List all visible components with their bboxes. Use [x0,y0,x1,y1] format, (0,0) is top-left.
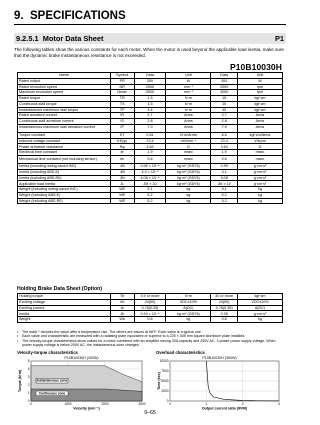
table-cell: IR [110,113,134,119]
table-cell: 2000 [211,84,238,90]
table-cell: Nmax [110,90,134,96]
y-tick-label: 7500 [161,369,169,374]
table-cell: Exciting current [18,305,111,311]
table-row [18,124,283,132]
table-cell: 2000 [134,84,166,90]
section-tag: P1 [274,34,284,43]
table-cell: 0.6 [211,155,238,163]
table-cell: kgf·cm/Arms [237,132,282,138]
table-cell: A(DC) [237,305,282,311]
x-tick-label: 1000 [64,402,72,406]
table-cell: VDC±10% [237,299,282,305]
table-cell: TR [110,96,134,102]
table-cell: 0.99 × 10⁻⁴ [134,164,166,170]
table-cell: kg·m² (GD²/4) [166,169,211,175]
zone-label: Continuous zone [38,391,66,396]
table-cell: IP [110,124,134,132]
table-cell: Exciting voltage [18,299,111,305]
x-tick-label: 0 [30,402,32,406]
table-cell: KT [110,132,134,138]
table-cell: W [166,78,211,84]
y-tick-label: 0 [166,399,169,404]
chart-title: Velocity-torque characteristics [17,350,78,355]
table-cell: 4.1 [211,169,238,175]
table-cell: WE [110,192,134,198]
table-cell: 7.9 [134,124,166,132]
table-cell: tm [110,155,134,163]
table-cell: 0.99 [211,164,238,170]
table-cell: N·m [166,107,211,113]
table-cell: Rated output [18,78,111,84]
table-cell: 1.5 [134,96,166,102]
x-tick-label: 3000 [138,402,146,406]
table-cell: PR [110,78,134,84]
y-tick-label: 5000 [161,379,169,384]
table-cell: msec [237,155,282,163]
column-header: Unit [237,73,282,79]
chart-title: Overload characteristics [156,350,205,355]
table-cell: Arms [237,124,282,132]
model-code: P10B10030H [229,62,282,72]
table-cell: te [110,150,134,156]
table-cell: Arms [166,124,211,132]
table-cell: 0.9 or more [134,294,166,300]
table-cell: A(DC) [166,305,211,311]
overload-plot [156,351,283,411]
section-title: Motor Data Sheet [42,34,104,43]
chart-subtitle: P10B10030H (300W) [64,355,99,360]
table-cell: kg [237,198,282,204]
table-cell: min⁻¹ [166,84,211,90]
table-cell: min⁻¹ [166,90,211,96]
y-tick-label: 2 [27,383,30,388]
y-tick-label: 2500 [161,389,169,394]
table-cell: 5.1 [211,187,238,193]
table-cell: 1.9 [211,150,238,156]
table-cell: Ω [237,144,282,150]
table-cell: Jb [110,311,134,317]
table-cell: 5.2 [211,198,238,204]
table-cell: 4.08 [211,175,238,181]
table-cell: 5.2 [134,192,166,198]
table-cell: Wb [110,317,134,323]
table-cell: WE [110,198,134,204]
table-cell: Inertia (including ABS-E) [18,169,111,175]
chapter-title: SPECIFICATIONS [29,10,126,22]
table-cell: 4.08 × 10⁻⁴ [134,175,166,181]
table-cell: 7.9 [211,124,238,132]
table-cell: NR [110,84,134,90]
table-cell: Weight (including ABS-E) [18,192,111,198]
table-cell: Rated revolution speed [18,84,111,90]
table-cell: 5.2 [134,198,166,204]
table-cell: Ω [166,144,211,150]
table-cell: 1.5 [134,101,166,107]
x-axis-label: Velocity (min⁻¹) [73,406,100,411]
y-axis-label: Torque (N·m) [18,369,22,393]
chapter-heading [14,10,286,25]
table-cell: JL [110,181,134,187]
table-cell: 2.7 [211,113,238,119]
table-cell: Mechanical time constant (not including sensor) [18,155,111,163]
table-cell: 300 [211,78,238,84]
column-header: Name [18,73,111,79]
table-cell: N·m [166,101,211,107]
table-cell: 2.7 [134,113,166,119]
table-cell: IS [110,119,134,125]
table-cell: N·m/Arms [166,132,211,138]
table-cell: 15 [211,101,238,107]
table-cell: kg [237,187,282,193]
table-cell: Tb [110,294,134,300]
table-cell: 24(90) [211,299,238,305]
table-cell: kg [166,192,211,198]
table-cell: 40 or more [211,294,238,300]
table-cell: kg [237,192,282,198]
table-cell: g·cm·s² [237,311,282,317]
table-cell: mV/min⁻¹ [166,138,211,144]
table-cell: Phase armature resistance [18,144,111,150]
table-cell: Holding torque [18,294,111,300]
table-cell: TP [110,107,134,113]
page-number: 9–65 [144,410,156,416]
table-cell: WE [110,187,134,193]
table-cell: TS [110,101,134,107]
table-cell: g·cm·s² [237,181,282,187]
table-cell: kg·m² (GD²/4) [166,311,211,317]
table-cell: Inertia (including ABS-RII) [18,175,111,181]
table-cell: Weight (including ABS-RII) [18,198,111,204]
table-cell: kgf·cm [237,101,282,107]
table-cell: Inertia [18,311,111,317]
table-row [18,155,283,163]
note-item: • The velocity-torque characteristics show values for a motor combined with an amplifier having 3VA capacity and 200V AC, 3-phase power supply voltage. When power supply voltage is below 200V AC, the instantaneous zone changes. [17,339,283,348]
table-cell: JM × 10 [211,181,238,187]
table-cell: 5.2 [211,192,238,198]
table-cell: 2.8 [211,119,238,125]
table-cell: kg·m² (GD²/4) [166,164,211,170]
notes-list [17,330,283,348]
section-number: 9.2.5.1 [16,34,39,43]
zone-label: Instantaneous zone [36,378,68,383]
table-cell: 6.6 [211,132,238,138]
section-heading [14,33,286,44]
table-cell: rpm [237,90,282,96]
brake-table-title: Holding Brake Data Sheet (Option) [17,286,103,292]
table-row [18,198,283,204]
table-cell: Instantaneous maximum stall armature current [18,124,111,132]
table-cell: JM [110,164,134,170]
table-cell: Rated torque [18,96,111,102]
table-cell: N·m [166,96,211,102]
table-cell: kg [166,317,211,323]
brake-spec-table [17,293,283,323]
y-tick-label: 5 [27,359,30,364]
table-cell: Inertia (including wiring-saved INC) [18,164,111,170]
table-cell: Induced voltage constant [18,138,111,144]
table-cell: Ib [110,305,134,311]
y-tick-label: 4 [27,367,30,372]
table-cell: Continuous stall torque [18,101,111,107]
y-tick-label: 3 [27,375,30,380]
table-cell: msec [166,150,211,156]
note-item: • The mark * denotes the value after a temperature rise. The others are values at 68°F. Each value is a typical one. [17,330,283,334]
table-cell: Rated armature current [18,113,111,119]
table-cell: 3000 [211,90,238,96]
table-cell: VDC±10% [166,299,211,305]
table-cell: Continuous stall armature current [18,119,111,125]
y-tick-label: 10000 [159,359,169,364]
table-cell: Weight [18,317,111,323]
table-cell: kg [166,187,211,193]
table-cell: 4.4 [134,107,166,113]
intro-paragraph: The following tables show the various constants for each motor. When the motor is used beyond the applicable load inertia, make sure that the dynamic brake instantaneous resistance is not exceeded. [14,47,284,58]
table-cell: 3000 [134,90,166,96]
table-cell: JM × 10 [134,181,166,187]
table-cell: 4.0 × 10⁻⁴ [134,169,166,175]
table-cell: kgf·cm [237,107,282,113]
table-cell: 23.4 [134,138,166,144]
motor-spec-table [17,72,283,204]
column-header: Symbol [110,73,134,79]
table-cell: 24(90) [134,299,166,305]
table-cell: 3.63 [134,144,166,150]
table-cell: 0.35 [211,311,238,317]
table-row [18,317,283,323]
chapter-number: 9. [14,10,24,22]
table-cell: Arms [237,113,282,119]
table-cell: Applicable load inertia [18,181,111,187]
chart-subtitle: P10B10030H (300W) [202,355,237,360]
table-cell: KE(φ) [110,138,134,144]
table-cell: 0.34 × 10⁻⁴ [134,311,166,317]
table-cell: JM [110,169,134,175]
table-cell: N·m [166,294,211,300]
table-cell: 15 [211,96,238,102]
table-cell: msec [237,150,282,156]
table-cell: kg [166,198,211,204]
table-cell: Vb [110,299,134,305]
table-cell: Rφ [110,144,134,150]
table-cell: V/krpm [237,138,282,144]
velocity-torque-chart [17,351,146,411]
x-tick-label: 3 [278,402,280,406]
table-cell: 5.1 [134,187,166,193]
table-cell: W [237,78,282,84]
table-cell: 300 [134,78,166,84]
table-cell: g·cm·s² [237,175,282,181]
table-cell: Arms [237,119,282,125]
table-cell: 2.8 [134,119,166,125]
table-cell: JM [110,175,134,181]
y-tick-label: 0 [27,399,30,404]
y-axis-label: Time (sec) [157,372,161,390]
table-cell: kg·m² (GD²/4) [166,181,211,187]
table-cell: kg·m² (GD²/4) [166,175,211,181]
table-cell: Maximum revolution speed [18,90,111,96]
column-header: Unit [166,73,211,79]
table-cell: 23.4 [211,138,238,144]
table-cell: Arms [166,113,211,119]
table-cell: msec [166,155,211,163]
table-cell: g·cm·s² [237,169,282,175]
y-tick-label: 1 [27,391,30,396]
column-header: Data [134,73,166,79]
table-cell: 0.8 [134,317,166,323]
table-cell: kg [237,317,282,323]
table-cell: 0.61 [134,132,166,138]
table-cell: kgf·cm [237,294,282,300]
table-cell: 0.6 [134,155,166,163]
table-cell: Torque constant [18,132,111,138]
table-cell: Instantaneous maximum stall torque [18,107,111,113]
table-cell: kgf·cm [237,96,282,102]
table-cell: 3.63 [211,144,238,150]
table-cell: 45 [211,107,238,113]
x-axis-label: Output current ratio (IP/IR) [201,406,248,411]
table-cell: 1.9 [134,150,166,156]
column-header: Data [211,73,238,79]
table-cell: 0.76(0.35) [134,305,166,311]
table-cell: Electrical time constant [18,150,111,156]
table-cell: 0.76(0.35) [211,305,238,311]
table-cell: rpm [237,84,282,90]
table-cell: 0.8 [211,317,238,323]
overload-chart [156,351,283,411]
table-cell: g·cm·s² [237,164,282,170]
x-tick-label: 2 [241,402,244,406]
table-cell: Arms [166,119,211,125]
velocity-torque-plot [17,351,146,411]
x-tick-label: 1 [205,402,208,406]
note-item: • Each value and characteristic are measured with a radiating plate equivalent or superior to a 225 × 305 mm square aluminum plate installed. [17,334,283,338]
table-cell: Weight (including wiring-saved INC) [18,187,111,193]
x-tick-label: 0 [169,402,171,406]
x-tick-label: 2000 [101,402,109,406]
